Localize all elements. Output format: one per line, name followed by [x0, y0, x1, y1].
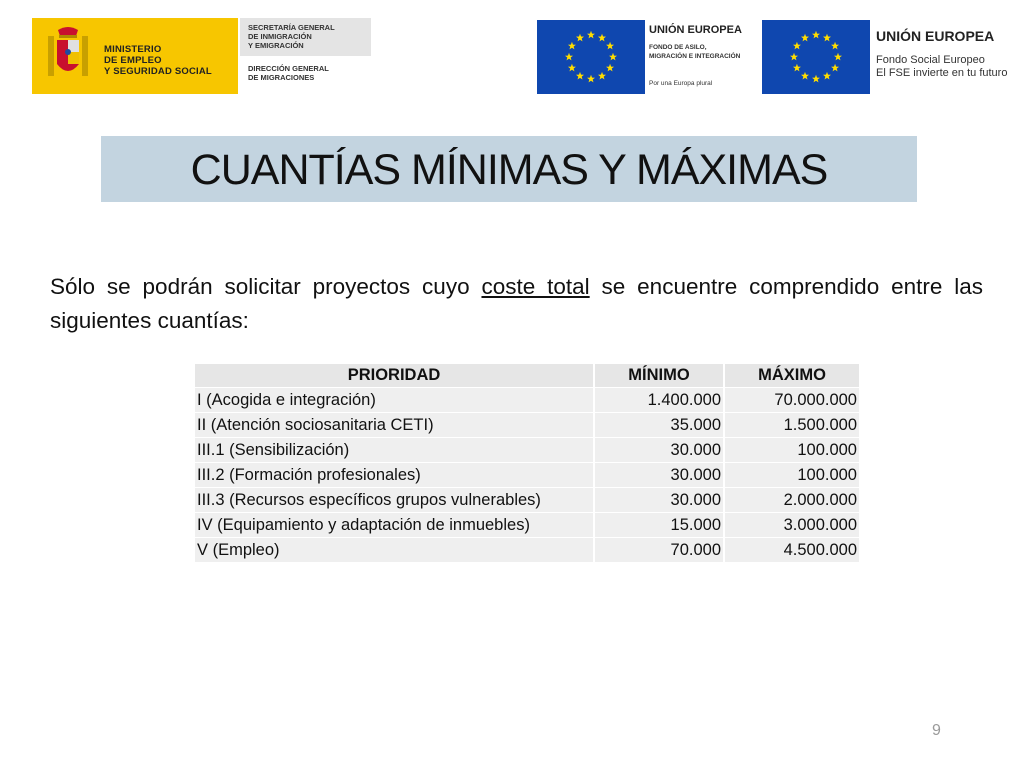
intro-text-before: Sólo se podrán solicitar proyectos cuyo [50, 273, 482, 299]
table-row [195, 488, 860, 513]
table-row [195, 513, 860, 538]
cell-minimo: 1.400.000 [594, 388, 724, 413]
intro-paragraph [50, 270, 983, 338]
table-row [195, 463, 860, 488]
cell-prioridad: IV (Equipamiento y adaptación de inmuebles) [195, 513, 594, 538]
cell-minimo: 70.000 [594, 538, 724, 563]
eu-flag-icon [762, 20, 870, 94]
cell-minimo: 15.000 [594, 513, 724, 538]
eu-asylum-title: UNIÓN EUROPEA [649, 24, 742, 36]
cell-maximo: 4.500.000 [724, 538, 860, 563]
intro-text-after: se encuentre comprendido entre las siguientes cuantías: [50, 273, 983, 333]
cell-prioridad: V (Empleo) [195, 538, 594, 563]
header-minimo: MÍNIMO [594, 364, 724, 388]
cell-prioridad: III.1 (Sensibilización) [195, 438, 594, 463]
intro-underlined-term: coste total [481, 273, 590, 299]
cell-maximo: 100.000 [724, 463, 860, 488]
eu-flag-icon [537, 20, 645, 94]
eu-asylum-footer: Por una Europa plural [649, 80, 713, 87]
cell-maximo: 2.000.000 [724, 488, 860, 513]
cell-maximo: 70.000.000 [724, 388, 860, 413]
cell-minimo: 35.000 [594, 413, 724, 438]
secretaria-general-box [240, 18, 371, 56]
cell-maximo: 100.000 [724, 438, 860, 463]
cell-minimo: 30.000 [594, 488, 724, 513]
direccion-general-text: DIRECCIÓN GENERAL DE MIGRACIONES [248, 64, 329, 82]
table-row [195, 438, 860, 463]
table-header-row [195, 364, 860, 388]
page-number: 9 [932, 722, 941, 739]
cell-minimo: 30.000 [594, 438, 724, 463]
eu-social-subtitle: Fondo Social Europeo El FSE invierte en tu futuro [876, 54, 1008, 79]
cell-prioridad: III.3 (Recursos específicos grupos vulnerables) [195, 488, 594, 513]
eu-social-fund-logo [762, 20, 1012, 94]
eu-asylum-fund-logo [537, 20, 757, 94]
title-banner [101, 136, 917, 202]
cell-prioridad: I (Acogida e integración) [195, 388, 594, 413]
cell-minimo: 30.000 [594, 463, 724, 488]
eu-social-title: UNIÓN EUROPEA [876, 28, 995, 44]
cell-maximo: 3.000.000 [724, 513, 860, 538]
ministry-name: MINISTERIO DE EMPLEO Y SEGURIDAD SOCIAL [104, 44, 212, 77]
secretaria-general-text: SECRETARÍA GENERAL DE INMIGRACIÓN Y EMIGRACIÓN [248, 23, 335, 50]
eu-asylum-subtitle: FONDO DE ASILO, MIGRACIÓN E INTEGRACIÓN [649, 44, 741, 60]
amounts-table [195, 364, 861, 563]
header-prioridad: PRIORIDAD [195, 364, 594, 388]
table-row [195, 413, 860, 438]
cell-prioridad: II (Atención sociosanitaria CETI) [195, 413, 594, 438]
cell-prioridad: III.2 (Formación profesionales) [195, 463, 594, 488]
coat-of-arms-icon [42, 26, 94, 86]
slide-title: CUANTÍAS MÍNIMAS Y MÁXIMAS [190, 146, 828, 194]
cell-maximo: 1.500.000 [724, 413, 860, 438]
table-row [195, 538, 860, 563]
header-maximo: MÁXIMO [724, 364, 860, 388]
ministry-logo [32, 18, 238, 94]
table-row [195, 388, 860, 413]
